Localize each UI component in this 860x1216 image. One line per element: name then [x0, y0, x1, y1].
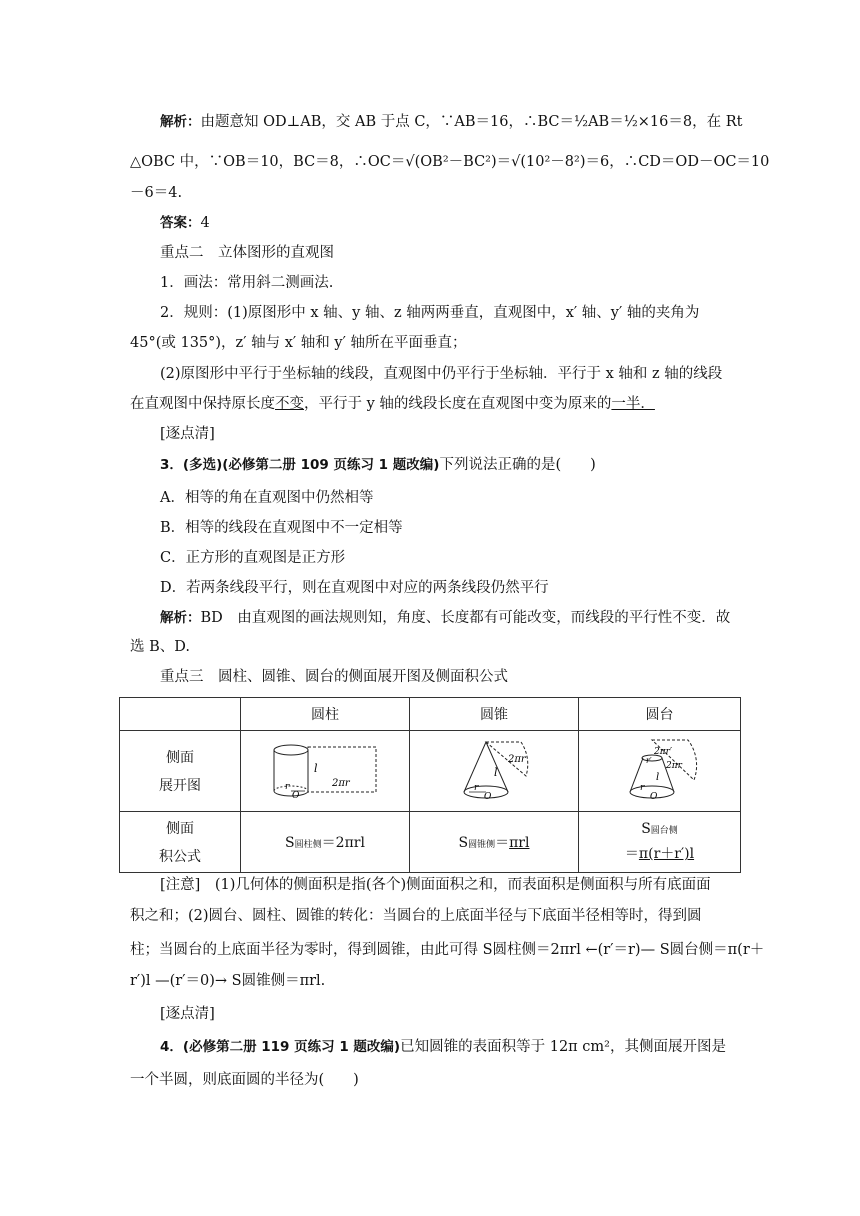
cone-sub: 圆锥侧	[468, 840, 496, 850]
cell-cylinder-net	[241, 731, 410, 812]
lateral-area-table	[119, 697, 741, 873]
question-3-analysis-line-1	[160, 608, 730, 628]
cone-rhs: πrl	[509, 835, 530, 851]
cell-frustum-net	[579, 731, 741, 812]
p2-text-b: ，平行于 y 轴的线段长度在直观图中变为原来的	[304, 396, 612, 412]
table-header-blank	[120, 698, 241, 731]
table-header-frustum: 圆台	[579, 698, 741, 731]
table-header-row	[120, 698, 741, 731]
frustum-formula	[579, 812, 741, 873]
frustum-rhs: π(r＋r′)l	[638, 846, 695, 862]
analysis-line-1	[160, 112, 742, 132]
underlined-half: 一半．	[611, 396, 655, 412]
note-line-2: 积之和；(2)圆台、圆柱、圆锥的转化：当圆台的上底面半径与下底面半径相等时，得到圆	[130, 908, 702, 924]
analysis-text: 由题意知 OD⊥AB，交 AB 于点 C，∵AB＝16，∴BC＝½AB＝½×16＝8，在 Rt	[200, 114, 743, 130]
frustum-label-r-prime: r′	[645, 756, 652, 765]
option-d: D．若两条线段平行，则在直观图中对应的两条线段仍然平行	[160, 580, 549, 596]
underlined-unchanged: 不变	[275, 396, 304, 412]
cone-eq: ＝	[495, 835, 510, 851]
row-label-net-a: 侧面	[166, 750, 194, 766]
frustum-net-figure	[610, 736, 710, 806]
cone-net-figure	[444, 736, 544, 806]
question-4-stem	[160, 1037, 726, 1057]
cylinder-s: S	[285, 835, 295, 851]
table-header-cylinder: 圆柱	[241, 698, 410, 731]
section-2-item-1: 1．画法：常用斜二测画法.	[160, 275, 334, 291]
drill-label-2: [逐点清]	[160, 1006, 215, 1022]
frustum-label-o: O	[649, 792, 657, 802]
answer-value: 4	[200, 215, 210, 231]
table-row-net	[120, 731, 741, 812]
p2-text-a: 在直观图中保持原长度	[130, 396, 275, 412]
row-label-formula-b: 积公式	[159, 849, 201, 865]
question-3-text: 下列说法正确的是( )	[439, 457, 596, 473]
section-3-title: 重点三 圆柱、圆锥、圆台的侧面展开图及侧面积公式	[160, 669, 508, 685]
label-r: r	[285, 782, 290, 792]
label-o: O	[292, 791, 300, 801]
cone-formula	[410, 812, 579, 873]
frustum-label-2pir-prime: 2πr′	[653, 747, 672, 757]
table-header-cone: 圆锥	[410, 698, 579, 731]
answer-label: 答案：	[160, 215, 201, 231]
drill-label-1: [逐点清]	[160, 426, 215, 442]
note-line-3: 柱；当圆台的上底面半径为零时，得到圆锥，由此可得 S圆柱侧＝2πrl ←(r′＝r)— S圆台侧＝π(r＋	[130, 942, 765, 958]
frustum-eq: ＝	[624, 846, 639, 862]
analysis-label-2: 解析：	[160, 610, 201, 626]
row-label-formula	[120, 812, 241, 873]
option-c: C．正方形的直观图是正方形	[160, 550, 346, 566]
cone-label-r: r	[474, 783, 479, 793]
cell-cone-net	[410, 731, 579, 812]
analysis-line-3: －6＝4.	[130, 185, 183, 201]
question-4-line-2: 一个半圆，则底面圆的半径为( )	[130, 1072, 359, 1088]
analysis-label: 解析：	[160, 114, 201, 130]
section-2-item-2-line-1: 2．规则：(1)原图形中 x 轴、y 轴、z 轴两两垂直，直观图中，x′ 轴、y′ 轴的夹角为	[160, 305, 700, 321]
cylinder-formula	[241, 812, 410, 873]
frustum-s: S	[641, 821, 651, 837]
cone-s: S	[458, 835, 469, 851]
frustum-label-l: l	[655, 772, 659, 783]
section-2-item-2-p2-line-2	[130, 394, 655, 414]
question-3-analysis-line-2: 选 B、D.	[130, 639, 190, 655]
question-4-source: 4．(必修第二册 119 页练习 1 题改编)	[160, 1039, 401, 1055]
section-2-title: 重点二 立体图形的直观图	[160, 245, 334, 261]
analysis-2-text: BD 由直观图的画法规则知，角度、长度都有可能改变，而线段的平行性不变．故	[200, 610, 731, 626]
section-2-item-2-p2-line-1: (2)原图形中平行于坐标轴的线段，直观图中仍平行于坐标轴．平行于 x 轴和 z 轴的线段	[160, 366, 723, 382]
cone-label-o: O	[484, 792, 492, 802]
analysis-line-2: △OBC 中，∵OB＝10，BC＝8，∴OC＝√(OB²－BC²)＝√(10²－8²)＝6，∴CD＝OD－OC＝10	[130, 154, 770, 170]
note-line-1: [注意] (1)几何体的侧面积是指(各个)侧面面积之和，而表面积是侧面积与所有底面面	[160, 877, 711, 893]
question-3-stem	[160, 455, 596, 475]
cylinder-sub: 圆柱侧	[294, 840, 322, 850]
cone-label-2pir: 2πr	[508, 754, 526, 765]
question-4-text: 已知圆锥的表面积等于 12π cm²，其侧面展开图是	[400, 1039, 726, 1055]
row-label-net	[120, 731, 241, 812]
frustum-label-2pir: 2πr	[665, 761, 682, 771]
label-l: l	[314, 762, 318, 775]
cylinder-net-figure	[270, 740, 380, 802]
option-b: B．相等的线段在直观图中不一定相等	[160, 520, 403, 536]
row-label-net-b: 展开图	[159, 778, 201, 794]
table-row-formula	[120, 812, 741, 873]
option-a: A．相等的角在直观图中仍然相等	[160, 490, 374, 506]
cone-label-l: l	[494, 766, 498, 779]
frustum-sub: 圆台侧	[650, 826, 678, 836]
section-2-item-2-line-2: 45°(或 135°)，z′ 轴与 x′ 轴和 y′ 轴所在平面垂直；	[130, 335, 467, 351]
label-2pir: 2πr	[332, 778, 350, 789]
note-line-4: r′)l —(r′＝0)→ S圆锥侧＝πrl.	[130, 973, 326, 989]
row-label-formula-a: 侧面	[166, 821, 194, 837]
question-3-source: 3．(多选)(必修第二册 109 页练习 1 题改编)	[160, 457, 440, 473]
frustum-label-r: r	[639, 783, 644, 793]
answer-line	[160, 213, 210, 233]
cylinder-rhs: ＝2πrl	[321, 835, 365, 851]
